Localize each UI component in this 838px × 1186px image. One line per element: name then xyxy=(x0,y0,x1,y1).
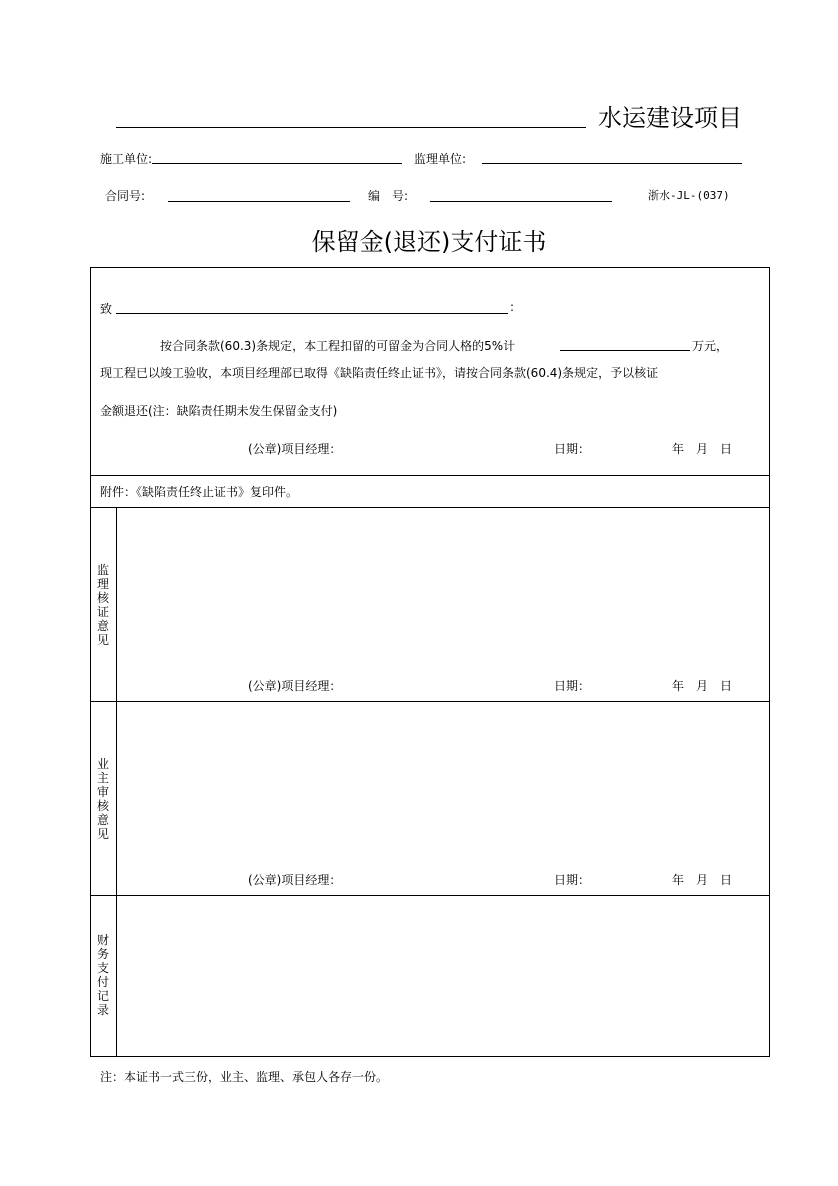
divider xyxy=(116,507,117,1057)
body-line-3: 金额退还(注：缺陷责任期未发生保留金支付) xyxy=(100,404,338,418)
to-field[interactable] xyxy=(116,313,508,314)
date-ymd: 年 月 日 xyxy=(672,442,733,456)
date-label: 日期： xyxy=(554,442,591,456)
document-title: 保留金(退还)支付证书 xyxy=(311,228,547,256)
to-label: 致 xyxy=(100,302,113,316)
contractor-field[interactable] xyxy=(152,163,402,164)
section-label-supervisor: 监理核证意见 xyxy=(96,563,109,647)
amount-field[interactable] xyxy=(560,350,690,351)
project-name-line[interactable] xyxy=(116,127,586,128)
manager-label: (公章)项目经理： xyxy=(248,679,342,693)
date-label: 日期： xyxy=(554,679,591,693)
divider xyxy=(90,895,770,896)
section-label-finance: 财务支付记录 xyxy=(96,933,109,1017)
manager-label: (公章)项目经理： xyxy=(248,873,342,887)
divider xyxy=(90,701,770,702)
body-line-1: 按合同条款(60.3)条规定，本工程扣留的可留金为合同人格的5%计 xyxy=(160,339,516,353)
supervisor-label: 监理单位: xyxy=(414,152,467,166)
date-ymd: 年 月 日 xyxy=(672,679,733,693)
supervisor-field[interactable] xyxy=(482,163,742,164)
contract-no-field[interactable] xyxy=(168,201,350,202)
body-line-2: 现工程已以竣工验收，本项目经理部已取得《缺陷责任终止证书》，请按合同条款(60.4)条规定，予以核证 xyxy=(100,366,659,380)
project-title: 水运建设项目 xyxy=(598,104,742,132)
form-code: 浙水-JL-(037) xyxy=(648,189,730,202)
unit-label: 万元， xyxy=(692,339,729,353)
serial-field[interactable] xyxy=(430,201,612,202)
to-colon: : xyxy=(510,300,515,314)
divider xyxy=(90,475,770,476)
date-ymd: 年 月 日 xyxy=(672,873,733,887)
contractor-label: 施工单位: xyxy=(100,152,153,166)
date-label: 日期： xyxy=(554,873,591,887)
contract-no-label: 合同号: xyxy=(105,189,146,203)
footnote: 注：本证书一式三份，业主、监理、承包人各存一份。 xyxy=(100,1070,389,1084)
attachment-text: 附件：《缺陷责任终止证书》复印件。 xyxy=(100,485,299,499)
section-label-owner: 业主审核意见 xyxy=(96,757,109,841)
form-table xyxy=(90,267,770,1057)
divider xyxy=(90,507,770,508)
serial-label: 编 号: xyxy=(368,189,409,203)
manager-label: (公章)项目经理： xyxy=(248,442,342,456)
